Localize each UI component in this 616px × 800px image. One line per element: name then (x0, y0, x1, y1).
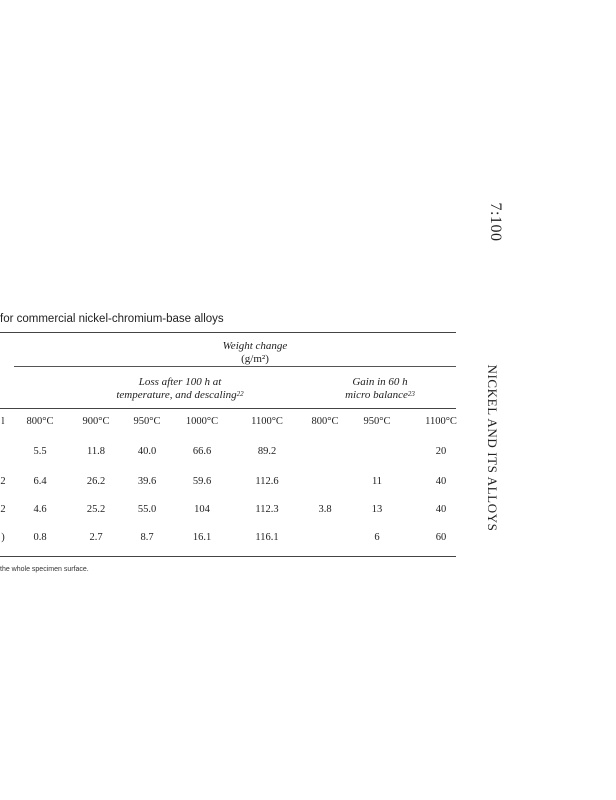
table-cell: 3.8 (318, 504, 332, 515)
page-number: 7:100 (487, 202, 504, 242)
weight-change-header: Weight change (g/m²) (222, 340, 288, 365)
table-cell: 89.2 (257, 446, 277, 457)
column-header: 950°C (363, 416, 391, 427)
running-head: NICKEL AND ITS ALLOYS (485, 364, 500, 532)
gain-header: Gain in 60 h micro balance$^{23}$ (345, 376, 415, 401)
table-cell: 26.2 (86, 476, 106, 487)
table-cell: 40 (435, 476, 447, 487)
table-cell: 2.7 (89, 532, 103, 543)
table-cell: 104 (194, 504, 210, 515)
row-edge-mark: 2 (0, 476, 6, 487)
table-cell: 16.1 (192, 532, 212, 543)
table-cell: 6 (374, 532, 380, 543)
table-cell: 60 (435, 532, 447, 543)
table-cell: 8.7 (140, 532, 154, 543)
row-edge-mark: 2 (0, 504, 6, 515)
table-cell: 59.6 (192, 476, 212, 487)
column-header: 900°C (82, 416, 110, 427)
column-header-rule (0, 408, 456, 409)
table-cell: 25.2 (86, 504, 106, 515)
header-edge-mark: l (1, 416, 5, 427)
table-cell: 11.8 (87, 446, 105, 457)
table-cell: 112.3 (255, 504, 279, 515)
table-cell: 4.6 (33, 504, 47, 515)
table-top-rule (0, 332, 456, 333)
group-header-rule (14, 366, 456, 367)
table-cell: 0.8 (33, 532, 47, 543)
column-header: 800°C (26, 416, 54, 427)
table-footnote: the whole specimen surface. (0, 566, 89, 573)
table-cell: 40 (435, 504, 447, 515)
column-header: 950°C (133, 416, 161, 427)
table-cell: 20 (435, 446, 447, 457)
table-caption: for commercial nickel-chromium-base alloys (0, 313, 224, 325)
table-cell: 5.5 (33, 446, 47, 457)
table-cell: 13 (371, 504, 383, 515)
column-header: 1000°C (185, 416, 219, 427)
table-bottom-rule (0, 556, 456, 557)
table-cell: 112.6 (255, 476, 279, 487)
table-cell: 40.0 (137, 446, 157, 457)
table-cell: 6.4 (33, 476, 47, 487)
table-cell: 116.1 (255, 532, 279, 543)
column-header: 800°C (311, 416, 339, 427)
column-header: 1100°C (425, 416, 457, 427)
table-cell: 11 (371, 476, 383, 487)
table-cell: 66.6 (192, 446, 212, 457)
table-cell: 39.6 (137, 476, 157, 487)
table-cell: 55.0 (137, 504, 157, 515)
row-edge-mark: ) (1, 532, 5, 543)
column-header: 1100°C (251, 416, 283, 427)
loss-header: Loss after 100 h at temperature, and descaling$^{22}$ (116, 376, 244, 401)
